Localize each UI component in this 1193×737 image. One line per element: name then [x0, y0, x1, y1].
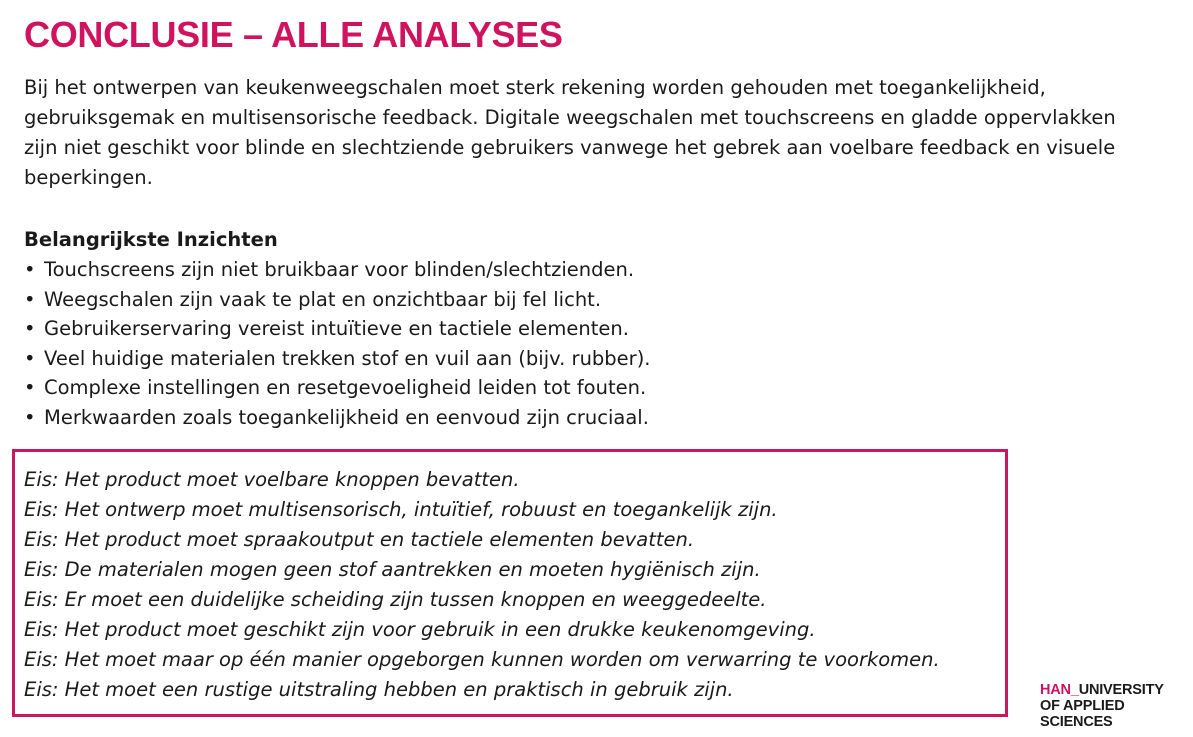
logo-line-1	[1040, 682, 1193, 698]
requirement-item: Eis: Het product moet spraakoutput en tactiele elementen bevatten.	[24, 528, 695, 551]
requirement-item: Eis: De materialen mogen geen stof aantrekken en moeten hygiënisch zijn.	[24, 558, 761, 581]
requirement-item: Eis: Het moet een rustige uitstraling hebben en praktisch in gebruik zijn.	[24, 678, 734, 701]
logo-university-text: UNIVERSITY	[1078, 682, 1164, 698]
requirements-list	[24, 465, 940, 705]
insight-item: • Touchscreens zijn niet bruikbaar voor blinden/slechtzienden.	[24, 255, 651, 285]
requirement-item: Eis: Er moet een duidelijke scheiding zijn tussen knoppen en weeggedeelte.	[24, 588, 767, 611]
requirement-item: Eis: Het product moet geschikt zijn voor gebruik in een drukke keukenomgeving.	[24, 618, 816, 641]
intro-paragraph: Bij het ontwerpen van keukenweegschalen moet sterk rekening worden gehouden met toegankelijkheid, gebruiksgemak en multisensorische feedback. Digitale weegschalen met touchscreens en gladde oppervlakken zijn niet geschikt voor blinde en slechtziende gebruikers vanwege het gebrek aan voelbare feedback en visuele beperkingen.	[24, 76, 1116, 189]
insight-item: • Veel huidige materialen trekken stof en vuil aan (bijv. rubber).	[24, 344, 651, 374]
slide-title: CONCLUSIE – ALLE ANALYSES	[24, 14, 563, 55]
insights-heading: Belangrijkste Inzichten	[24, 228, 278, 251]
han-university-logo	[1040, 682, 1193, 730]
logo-line-2: OF APPLIED SCIENCES	[1040, 698, 1125, 730]
insight-item: • Complexe instellingen en resetgevoeligheid leiden tot fouten.	[24, 373, 651, 403]
insight-item: • Merkwaarden zoals toegankelijkheid en eenvoud zijn cruciaal.	[24, 403, 651, 433]
requirement-item: Eis: Het ontwerp moet multisensorisch, intuïtief, robuust en toegankelijk zijn.	[24, 498, 778, 521]
requirement-item: Eis: Het product moet voelbare knoppen bevatten.	[24, 468, 520, 491]
logo-han-text: HAN_	[1040, 682, 1079, 698]
requirements-box	[12, 449, 1008, 717]
insight-item: • Gebruikerservaring vereist intuïtieve en tactiele elementen.	[24, 314, 651, 344]
insights-list	[24, 255, 651, 433]
insight-item: • Weegschalen zijn vaak te plat en onzichtbaar bij fel licht.	[24, 285, 651, 315]
requirement-item: Eis: Het moet maar op één manier opgeborgen kunnen worden om verwarring te voorkomen.	[24, 648, 940, 671]
